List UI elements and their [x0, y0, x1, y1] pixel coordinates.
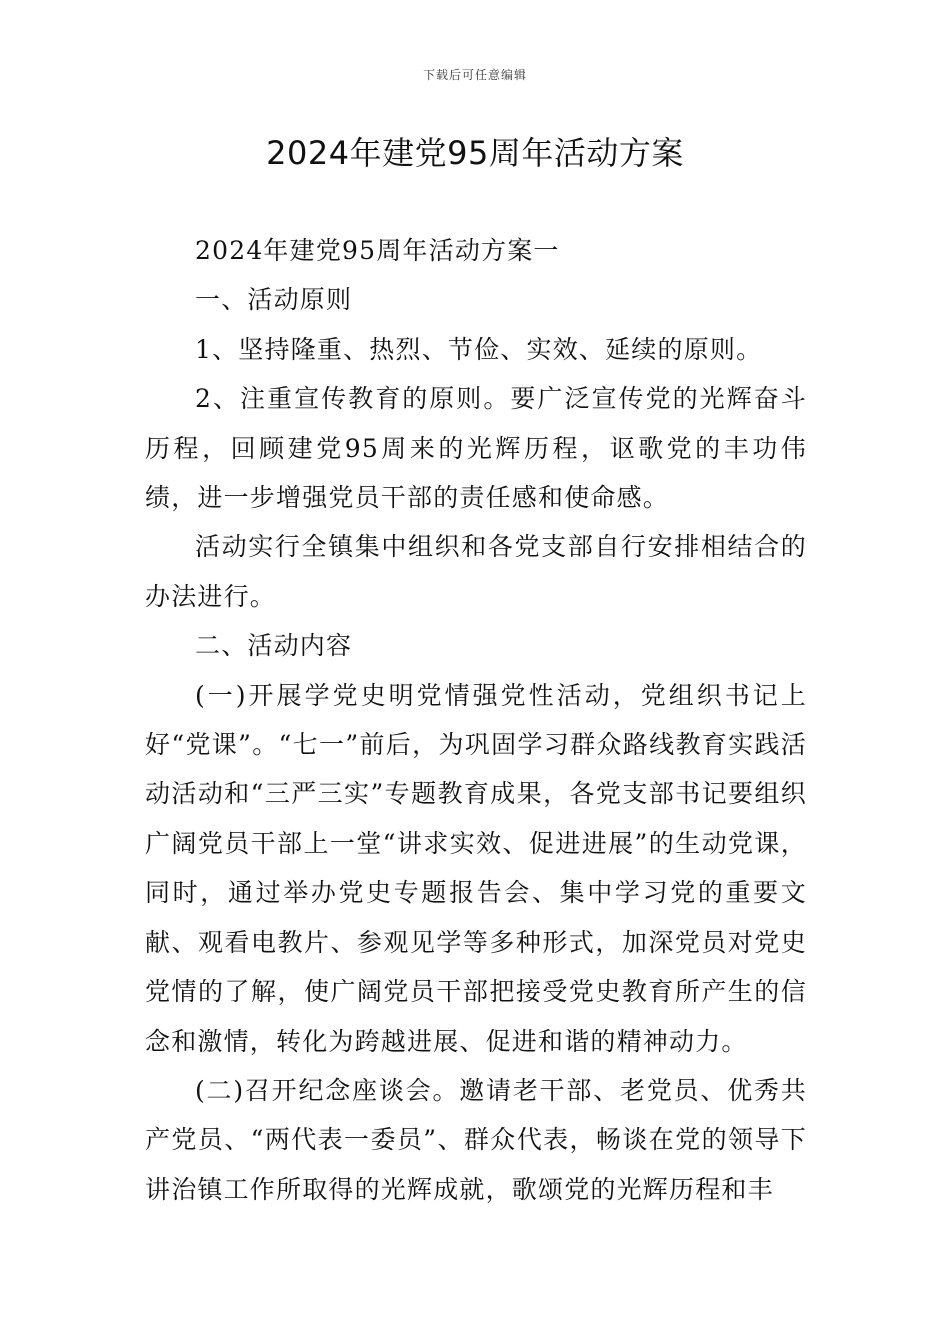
section-heading-content: 二、活动内容 [195, 631, 353, 661]
paragraph-content-2: (二)召开纪念座谈会。邀请老干部、老党员、优秀共产党员、“两代表一委员”、群众代表，畅谈在党的领导下讲治镇工作所取得的光辉成就，歌颂党的光辉历程和丰 [145, 1075, 807, 1204]
paragraph-subtitle: 2024年建党95周年活动方案一 [195, 236, 560, 265]
document-title: 2024年建党95周年活动方案 [266, 134, 684, 172]
section-heading-principles: 一、活动原则 [195, 285, 353, 315]
header-note: 下载后可任意编辑 [422, 68, 527, 82]
paragraph-principle-2: 2、注重宣传教育的原则。要广泛宣传党的光辉奋斗历程，回顾建党95周来的光辉历程，讴歌党的丰功伟绩，进一步增强党员干部的责任感和使命感。 [145, 384, 807, 513]
paragraph-principle-1: 1、坚持隆重、热烈、节俭、实效、延续的原则。 [195, 334, 763, 364]
document-body [145, 226, 807, 1214]
paragraph-content-1: (一)开展学党史明党情强党性活动，党组织书记上好“党课”。“七一”前后，为巩固学习群众路线教育实践活动活动和“三严三实”专题教育成果，各党支部书记要组织广阔党员干部上一堂“讲求实效、促进进展”的生动党课，同时，通过举办党史专题报告会、集中学习党的重要文献、观看电教片、参观见学等多种形式，加深党员对党史党情的了解，使广阔党员干部把接受党史教育所产生的信念和激情，转化为跨越进展、促进和谐的精神动力。 [145, 680, 807, 1056]
paragraph-method: 活动实行全镇集中组织和各党支部自行安排相结合的办法进行。 [145, 532, 807, 611]
